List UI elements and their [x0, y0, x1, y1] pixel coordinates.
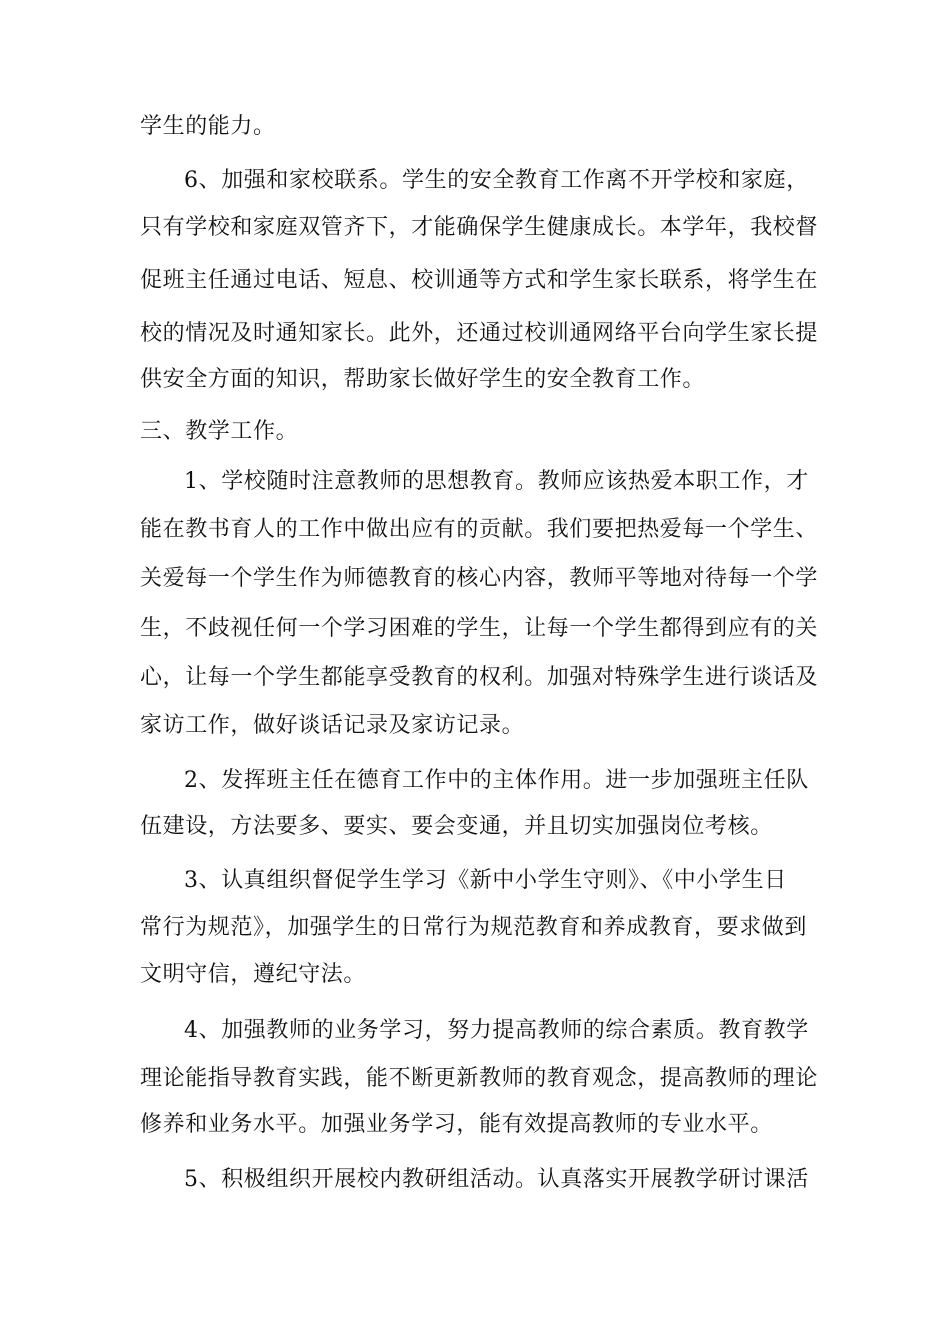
- section-heading: 三、教学工作。: [140, 419, 299, 444]
- text-line: 学生的能力。: [140, 114, 276, 139]
- text-line: 1、学校随时注意教师的思想教育。教师应该热爱本职工作，才: [184, 469, 809, 494]
- text-line: 3、认真组织督促学生学习《新中小学生守则》、《中小学生日: [184, 868, 787, 893]
- text-line: 文明守信，遵纪守法。: [140, 962, 367, 987]
- text-line: 理论能指导教育实践，能不断更新教师的教育观念，提高教师的理论: [140, 1066, 819, 1091]
- text-line: 只有学校和家庭双管齐下，才能确保学生健康成长。本学年，我校督: [140, 215, 819, 240]
- text-line: 关爱每一个学生作为师德教育的核心内容，教师平等地对待每一个学: [140, 566, 819, 591]
- text-line: 6、加强和家校联系。学生的安全教育工作离不开学校和家庭，: [184, 168, 809, 193]
- text-line: 4、加强教师的业务学习，努力提高教师的综合素质。教育教学: [184, 1018, 809, 1043]
- text-line: 5、积极组织开展校内教研组活动。认真落实开展教学研讨课活: [184, 1167, 809, 1192]
- text-line: 常行为规范》，加强学生的日常行为规范教育和养成教育，要求做到: [140, 915, 808, 940]
- text-line: 家访工作，做好谈话记录及家访记录。: [140, 713, 525, 738]
- text-line: 促班主任通过电话、短息、校训通等方式和学生家长联系，将学生在: [140, 268, 819, 293]
- text-line: 2、发挥班主任在德育工作中的主体作用。进一步加强班主任队: [184, 768, 809, 793]
- text-line: 供安全方面的知识，帮助家长做好学生的安全教育工作。: [140, 367, 706, 392]
- text-line: 修养和业务水平。加强业务学习，能有效提高教师的专业水平。: [140, 1112, 773, 1137]
- text-line: 校的情况及时通知家长。此外，还通过校训通网络平台向学生家长提: [140, 321, 819, 346]
- text-line: 能在教书育人的工作中做出应有的贡献。我们要把热爱每一个学生、: [140, 517, 819, 542]
- text-line: 心，让每一个学生都能享受教育的权利。加强对特殊学生进行谈话及: [140, 665, 819, 690]
- text-line: 生，不歧视任何一个学习困难的学生，让每一个学生都得到应有的关: [140, 616, 819, 641]
- text-line: 伍建设，方法要多、要实、要会变通，并且切实加强岗位考核。: [140, 814, 773, 839]
